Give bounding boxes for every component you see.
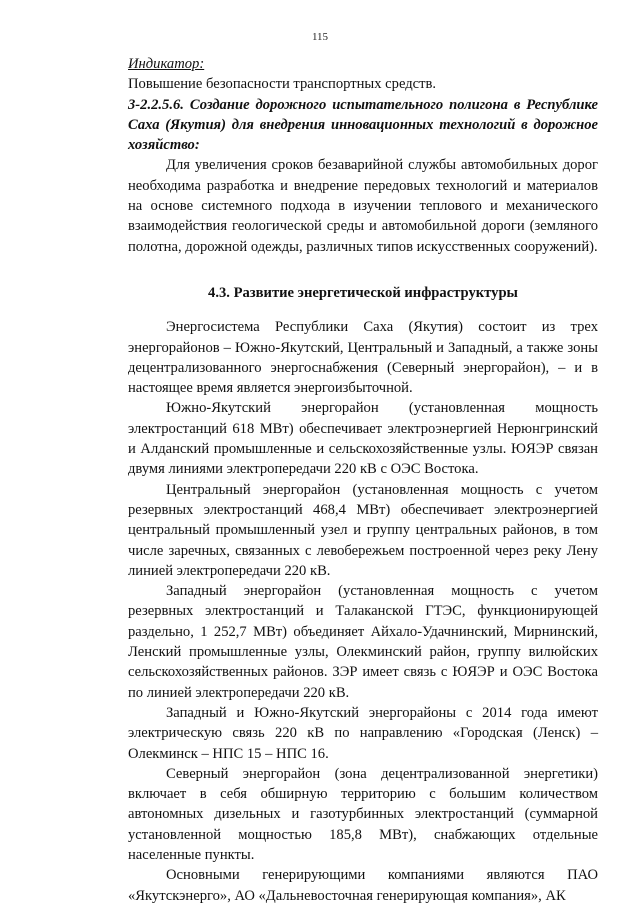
indicator-text: Повышение безопасности транспортных средств. [128,76,437,93]
section-paragraph-3: Центральный энергорайон (установленная мощность с учетом резервных электростанций 468,4 МВт) обеспечивает электроэнергией центральный промышленный узел и группу центральных районов, в том числе заречных, связанных с левобережьем построенной через реку Лену линией электропередачи 220 кВ. [128,481,598,579]
item-heading: 3-2.2.5.6. Создание дорожного испытательного полигона в Республике Саха (Якутия) для внедрения инновационных технологий в дорожное хозяйство: [128,96,598,154]
section-paragraph-5: Западный и Южно-Якутский энергорайоны с 2014 года имеют электрическую связь 220 кВ по направлению «Городская (Ленск) – Олекминск – НПС 15 – НПС 16. [128,704,598,762]
section-paragraph-4: Западный энергорайон (установленная мощность с учетом резервных электростанций и Талаканской ГТЭС, функционирующей раздельно, 1 252,7 МВт) объединяет Айхало-Удачнинский, Мирнинский, Ленский промышленные узлы, Олекминский район, группу вилюйских сельскохозяйственных районов. ЗЭР имеет связь с ЮЯЭР и ОЭС Востока по линией электропередачи 220 кВ. [128,583,598,701]
page-content [128,54,598,906]
indicator-label-line [128,54,598,74]
section-paragraph-2: Южно-Якутский энергорайон (установленная мощность электростанций 618 МВт) обеспечивает электроэнергией Нерюнгринский и Алданский промышленные и сельскохозяйственные узлы. ЮЯЭР связан двумя линиями электропередачи 220 кВ с ОЭС Востока. [128,400,598,478]
section-paragraph-1: Энергосистема Республики Саха (Якутия) состоит из трех энергорайонов – Южно-Якутский, Центральный и Западный, а также зоны децентрализованного энергоснабжения (Северный энергорайон), – и в настоящее время является энергоизбыточной. [128,319,598,397]
section-paragraph-7: Основными генерирующими компаниями являются ПАО «Якутскэнерго», АО «Дальневосточная генерирующая компания», АК [128,867,598,904]
section-paragraph-6: Северный энергорайон (зона децентрализованной энергетики) включает в себя обширную территорию с большим количеством автономных дизельных и газотурбинных электростанций (суммарной установленной мощностью 185,8 МВт), снабжающих отдельные населенные пункты. [128,765,598,863]
section-heading: 4.3. Развитие энергетической инфраструктуры [208,284,518,301]
page-number: 115 [311,31,329,43]
item-body: Для увеличения сроков безаварийной службы автомобильных дорог необходима разработка и внедрение передовых технологий и материалов на основе системного подхода в изучении теплового и механического взаимодействия геологической среды и автомобильной дороги (земляного полотна, дорожной одежды, различных типов искусственных сооружений). [128,157,598,255]
indicator-label: Индикатор: [128,56,205,72]
